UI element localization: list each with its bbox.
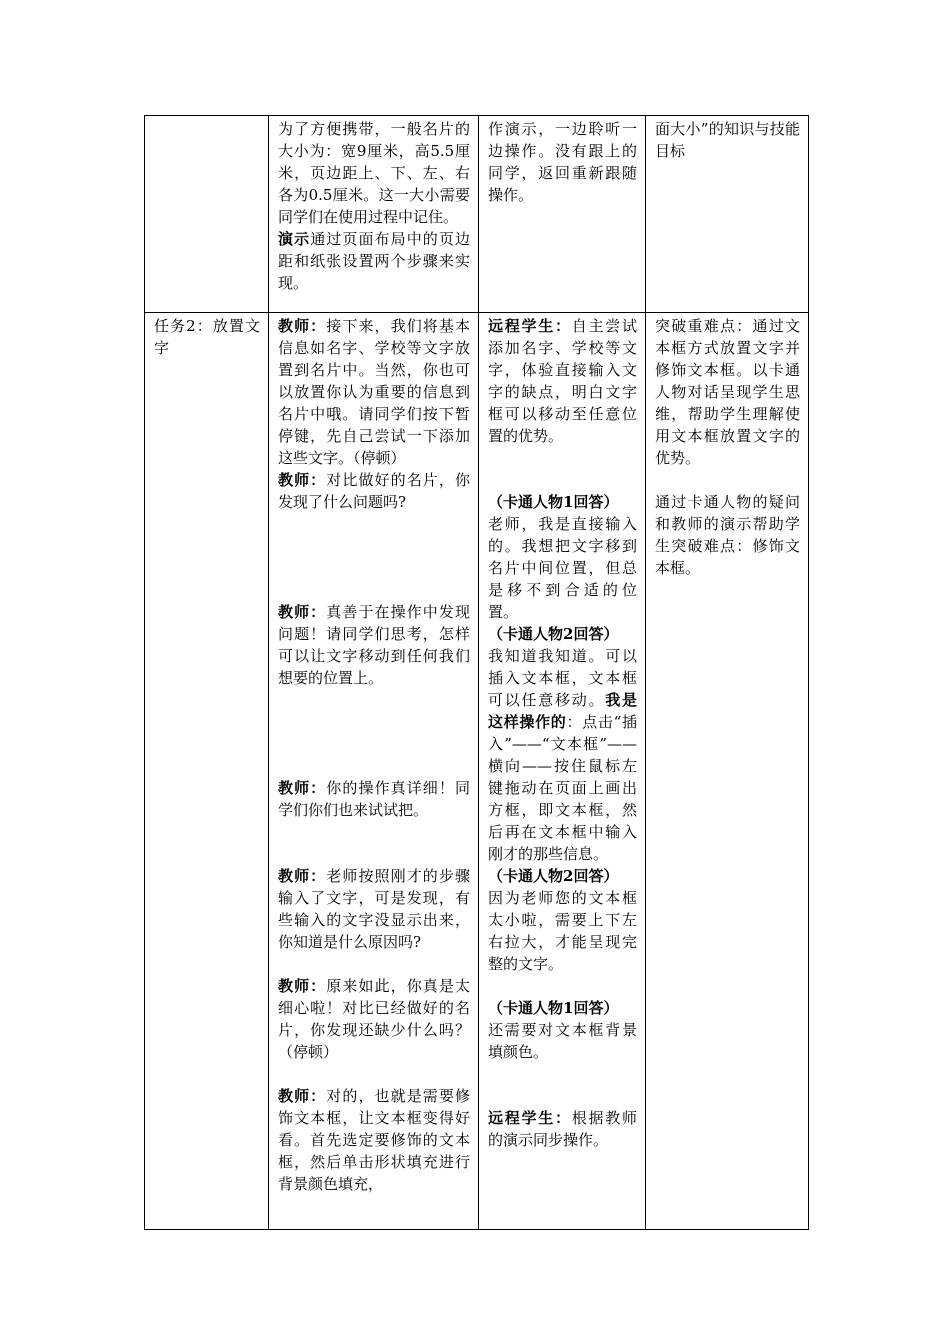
row2-intent-cell (646, 313, 809, 1230)
cartoon-4-label: （卡通人物1回答） (488, 999, 619, 1017)
demo-label: 演示 (278, 230, 311, 248)
lesson-plan-table (144, 115, 809, 1230)
row1-intent-cell: 面大小”的知识与技能目标 (646, 116, 809, 313)
row1-teacher-text: 为了方便携带，一般名片的大小为：宽9厘米，高5.5厘米，页边距上、下、左、右各为0.5厘米。这一大小需要同学们在使用过程中记住。 (278, 120, 470, 226)
cartoon-2-label: （卡通人物2回答） (488, 625, 619, 643)
row1-teacher-cell (269, 116, 479, 313)
row2-task-cell: 任务2：放置文字 (145, 313, 269, 1230)
remote-student-2: 远程学生：根据教师的演示同步操作。 (488, 1109, 637, 1149)
teacher-para-7: 教师：对的，也就是需要修饰文本框，让文本框变得好看。首先选定要修饰的文本框，然后单击形状填充进行背景颜色填充， (278, 1087, 470, 1193)
remote-student-1: 远程学生：自主尝试添加名字、学校等文字，体验直接输入文字的缺点，明白文字框可以移动至任意位置的优势。 (488, 317, 637, 445)
teacher-para-6: 教师：原来如此，你真是太细心啦！对比已经做好的名片，你发现还缺少什么吗？（停顿） (278, 977, 470, 1061)
row2-teacher-cell (269, 313, 479, 1230)
teacher-para-4: 教师：你的操作真详细！同学们你们也来试试把。 (278, 779, 470, 819)
intent-para-2: 通过卡通人物的疑问和教师的演示帮助学生突破难点：修饰文本框。 (655, 493, 800, 577)
cartoon-4-text: 还需要对文本框背景填颜色。 (488, 1021, 637, 1061)
teacher-para-1: 教师：接下来，我们将基本信息如名字、学校等文字放置到名片中。当然，你也可以放置你认为重要的信息到名片中哦。请同学们按下暂停键，先自己尝试一下添加这些文字。（停顿） (278, 317, 470, 467)
intent-para-1: 突破重难点：通过文本框方式放置文字并修饰文本框。以卡通人物对话呈现学生思维，帮助学生理解使用文本框放置文字的优势。 (655, 317, 800, 467)
row1-student-cell: 作演示，一边聆听一边操作。没有跟上的同学，返回重新跟随操作。 (479, 116, 646, 313)
teacher-para-3: 教师：真善于在操作中发现问题！请同学们思考，怎样可以让文字移动到任何我们想要的位置上。 (278, 603, 470, 687)
teacher-para-5: 教师：老师按照刚才的步骤输入了文字，可是发现，有些输入的文字没显示出来，你知道是什么原因吗? (278, 867, 470, 951)
cartoon-1-text: 老师，我是直接输入的。我想把文字移到名片中间位置，但总是移不到合适的位置。 (488, 515, 637, 621)
cartoon-1-label: （卡通人物1回答） (488, 493, 619, 511)
cartoon-3-label: （卡通人物2回答） (488, 867, 619, 885)
table-row (145, 116, 809, 313)
cartoon-2-text: 我知道我知道。可以插入文本框，文本框可以任意移动。我是这样操作的：点击“插入”——“文本框”——横向——按住鼠标左键拖动在页面上画出方框，即文本框，然后再在文本框中输入刚才的那些信息。 (488, 647, 637, 863)
table-row (145, 313, 809, 1230)
demo-text: 通过页面布局中的页边距和纸张设置两个步骤来实现。 (278, 230, 470, 292)
row2-student-cell (479, 313, 646, 1230)
cartoon-3-text: 因为老师您的文本框太小啦，需要上下左右拉大，才能呈现完整的文字。 (488, 889, 637, 973)
row1-task-cell (145, 116, 269, 313)
teacher-para-2: 教师：对比做好的名片，你发现了什么问题吗? (278, 471, 470, 511)
